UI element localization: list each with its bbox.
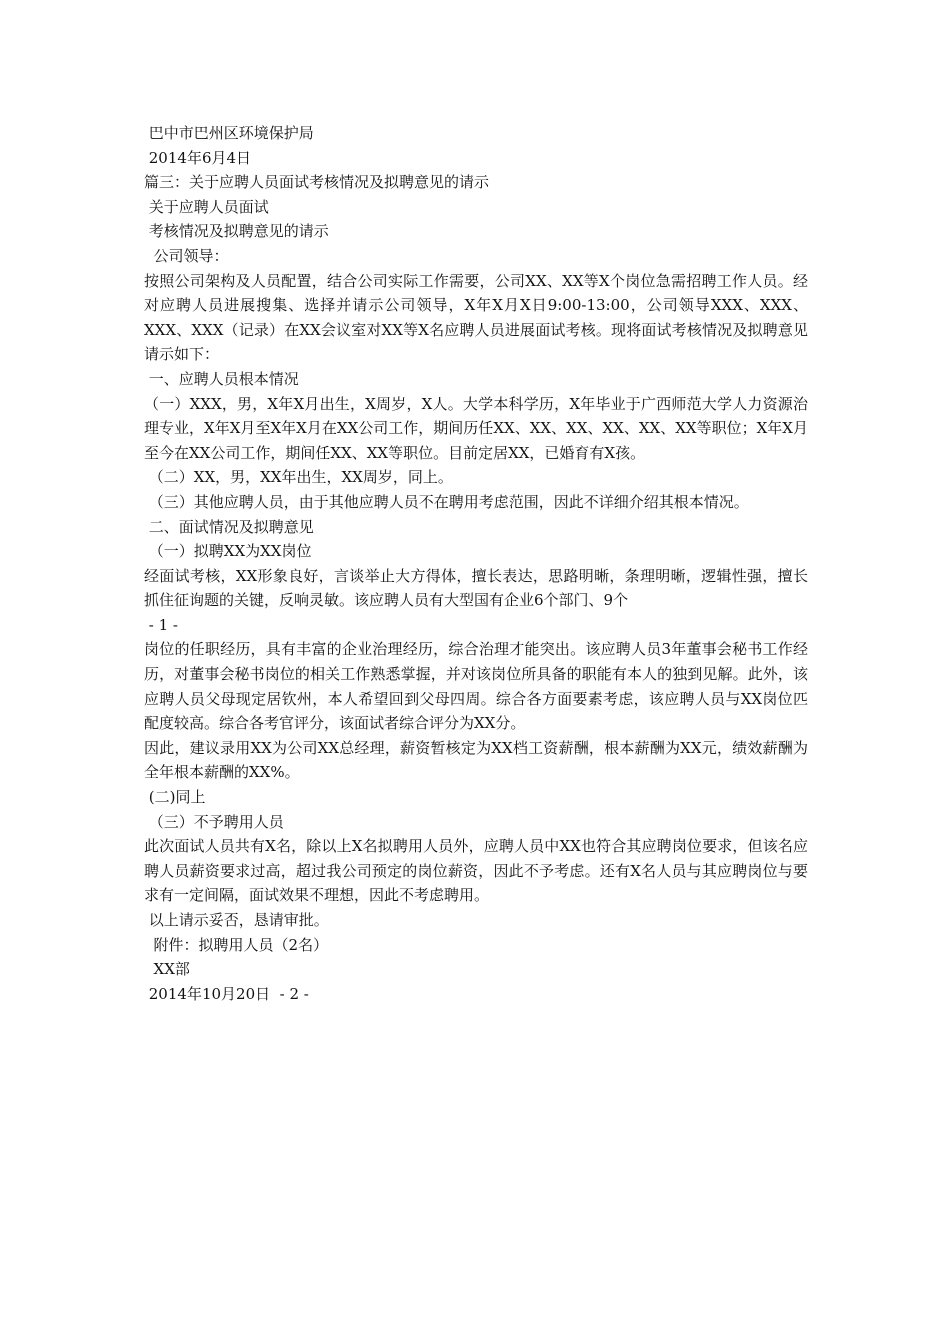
candidate-1-paragraph: （一）XXX，男，X年X月出生，X周岁，X人。大学本科学历，X年毕业于广西师范大学人力资源治理专业，X年X月至X年X月在XX公司工作，期间历任XX、XX、XX、XX、XX、XX等职位；X年X月至今在XX公司工作，期间任XX、XX等职位。目前定居XX，已婚育有X孩。 (144, 394, 808, 462)
attachment-line: 附件：拟聘用人员（2名） (144, 935, 329, 954)
recommendation-paragraph: 因此，建议录用XX为公司XX总经理，薪资暂核定为XX档工资薪酬，根本薪酬为XX元，绩效薪酬为全年根本薪酬的XX%。 (144, 738, 808, 782)
department-line: XX部 (144, 960, 190, 979)
evaluation-paragraph: 经面试考核，XX形象良好，言谈举止大方得体，擅长表达，思路明晰，条理明晰，逻辑性强，擅长抓住征询题的关键，反响灵敏。该应聘人员有大型国有企业6个部门、9个 (144, 566, 808, 610)
org-name: 巴中市巴州区环境保护局 (144, 124, 314, 142)
same-as-above-item: (二)同上 (144, 788, 206, 807)
candidate-2-paragraph: （二）XX，男，XX年出生，XX周岁，同上。 (144, 468, 453, 487)
heading-interview: 二、面试情况及拟聘意见 (144, 517, 314, 536)
date-line: 2014年6月4日 (144, 148, 252, 167)
document-body (144, 121, 808, 1006)
page-number-1: - 1 - (144, 615, 178, 634)
section-title: 篇三：关于应聘人员面试考核情况及拟聘意见的请示 (144, 173, 490, 192)
rejection-paragraph: 此次面试人员共有X名，除以上X名拟聘用人员外，应聘人员中XX也符合其应聘岗位要求，但该名应聘人员薪资要求过高，超过我公司预定的岗位薪资，因此不予考虑。还有X名人员与其应聘岗位与要求有一定间隔，面试效果不理想，因此不考虑聘用。 (144, 837, 808, 905)
proposed-hire-heading: （一）拟聘XX为XX岗位 (144, 542, 312, 561)
heading-basic-info: 一、应聘人员根本情况 (144, 369, 299, 388)
closing-line: 以上请示妥否，恳请审批。 (144, 911, 329, 929)
evaluation-continued-paragraph: 岗位的任职经历，具有丰富的企业治理经历，综合治理才能突出。该应聘人员3年董事会秘书工作经历，对董事会秘书岗位的相关工作熟悉掌握，并对该岗位所具备的职能有本人的独到见解。此外，该应聘人员父母现定居钦州，本人希望回到父母四周。综合各方面要素考虑，该应聘人员与XX岗位匹配度较高。综合各考官评分，该面试者综合评分为XX分。 (144, 640, 808, 733)
title-line-2: 考核情况及拟聘意见的请示 (144, 222, 329, 241)
date-and-page-number: 2014年10月20日 - 2 - (144, 984, 309, 1003)
salutation: 公司领导： (144, 246, 229, 265)
intro-paragraph: 按照公司架构及人员配置，结合公司实际工作需要，公司XX、XX等X个岗位急需招聘工作人员。经对应聘人员进展搜集、选择并请示公司领导，X年X月X日9:00-13:00，公司领导XXX、XXX、XXX、XXX（记录）在XX会议室对XX等X名应聘人员进展面试考核。现将面试考核情况及拟聘意见请示如下： (144, 271, 808, 364)
other-candidates-paragraph: （三）其他应聘人员，由于其他应聘人员不在聘用考虑范围，因此不详细介绍其根本情况。 (144, 492, 749, 511)
not-hired-heading: （三）不予聘用人员 (144, 812, 284, 831)
title-line-1: 关于应聘人员面试 (144, 197, 269, 216)
